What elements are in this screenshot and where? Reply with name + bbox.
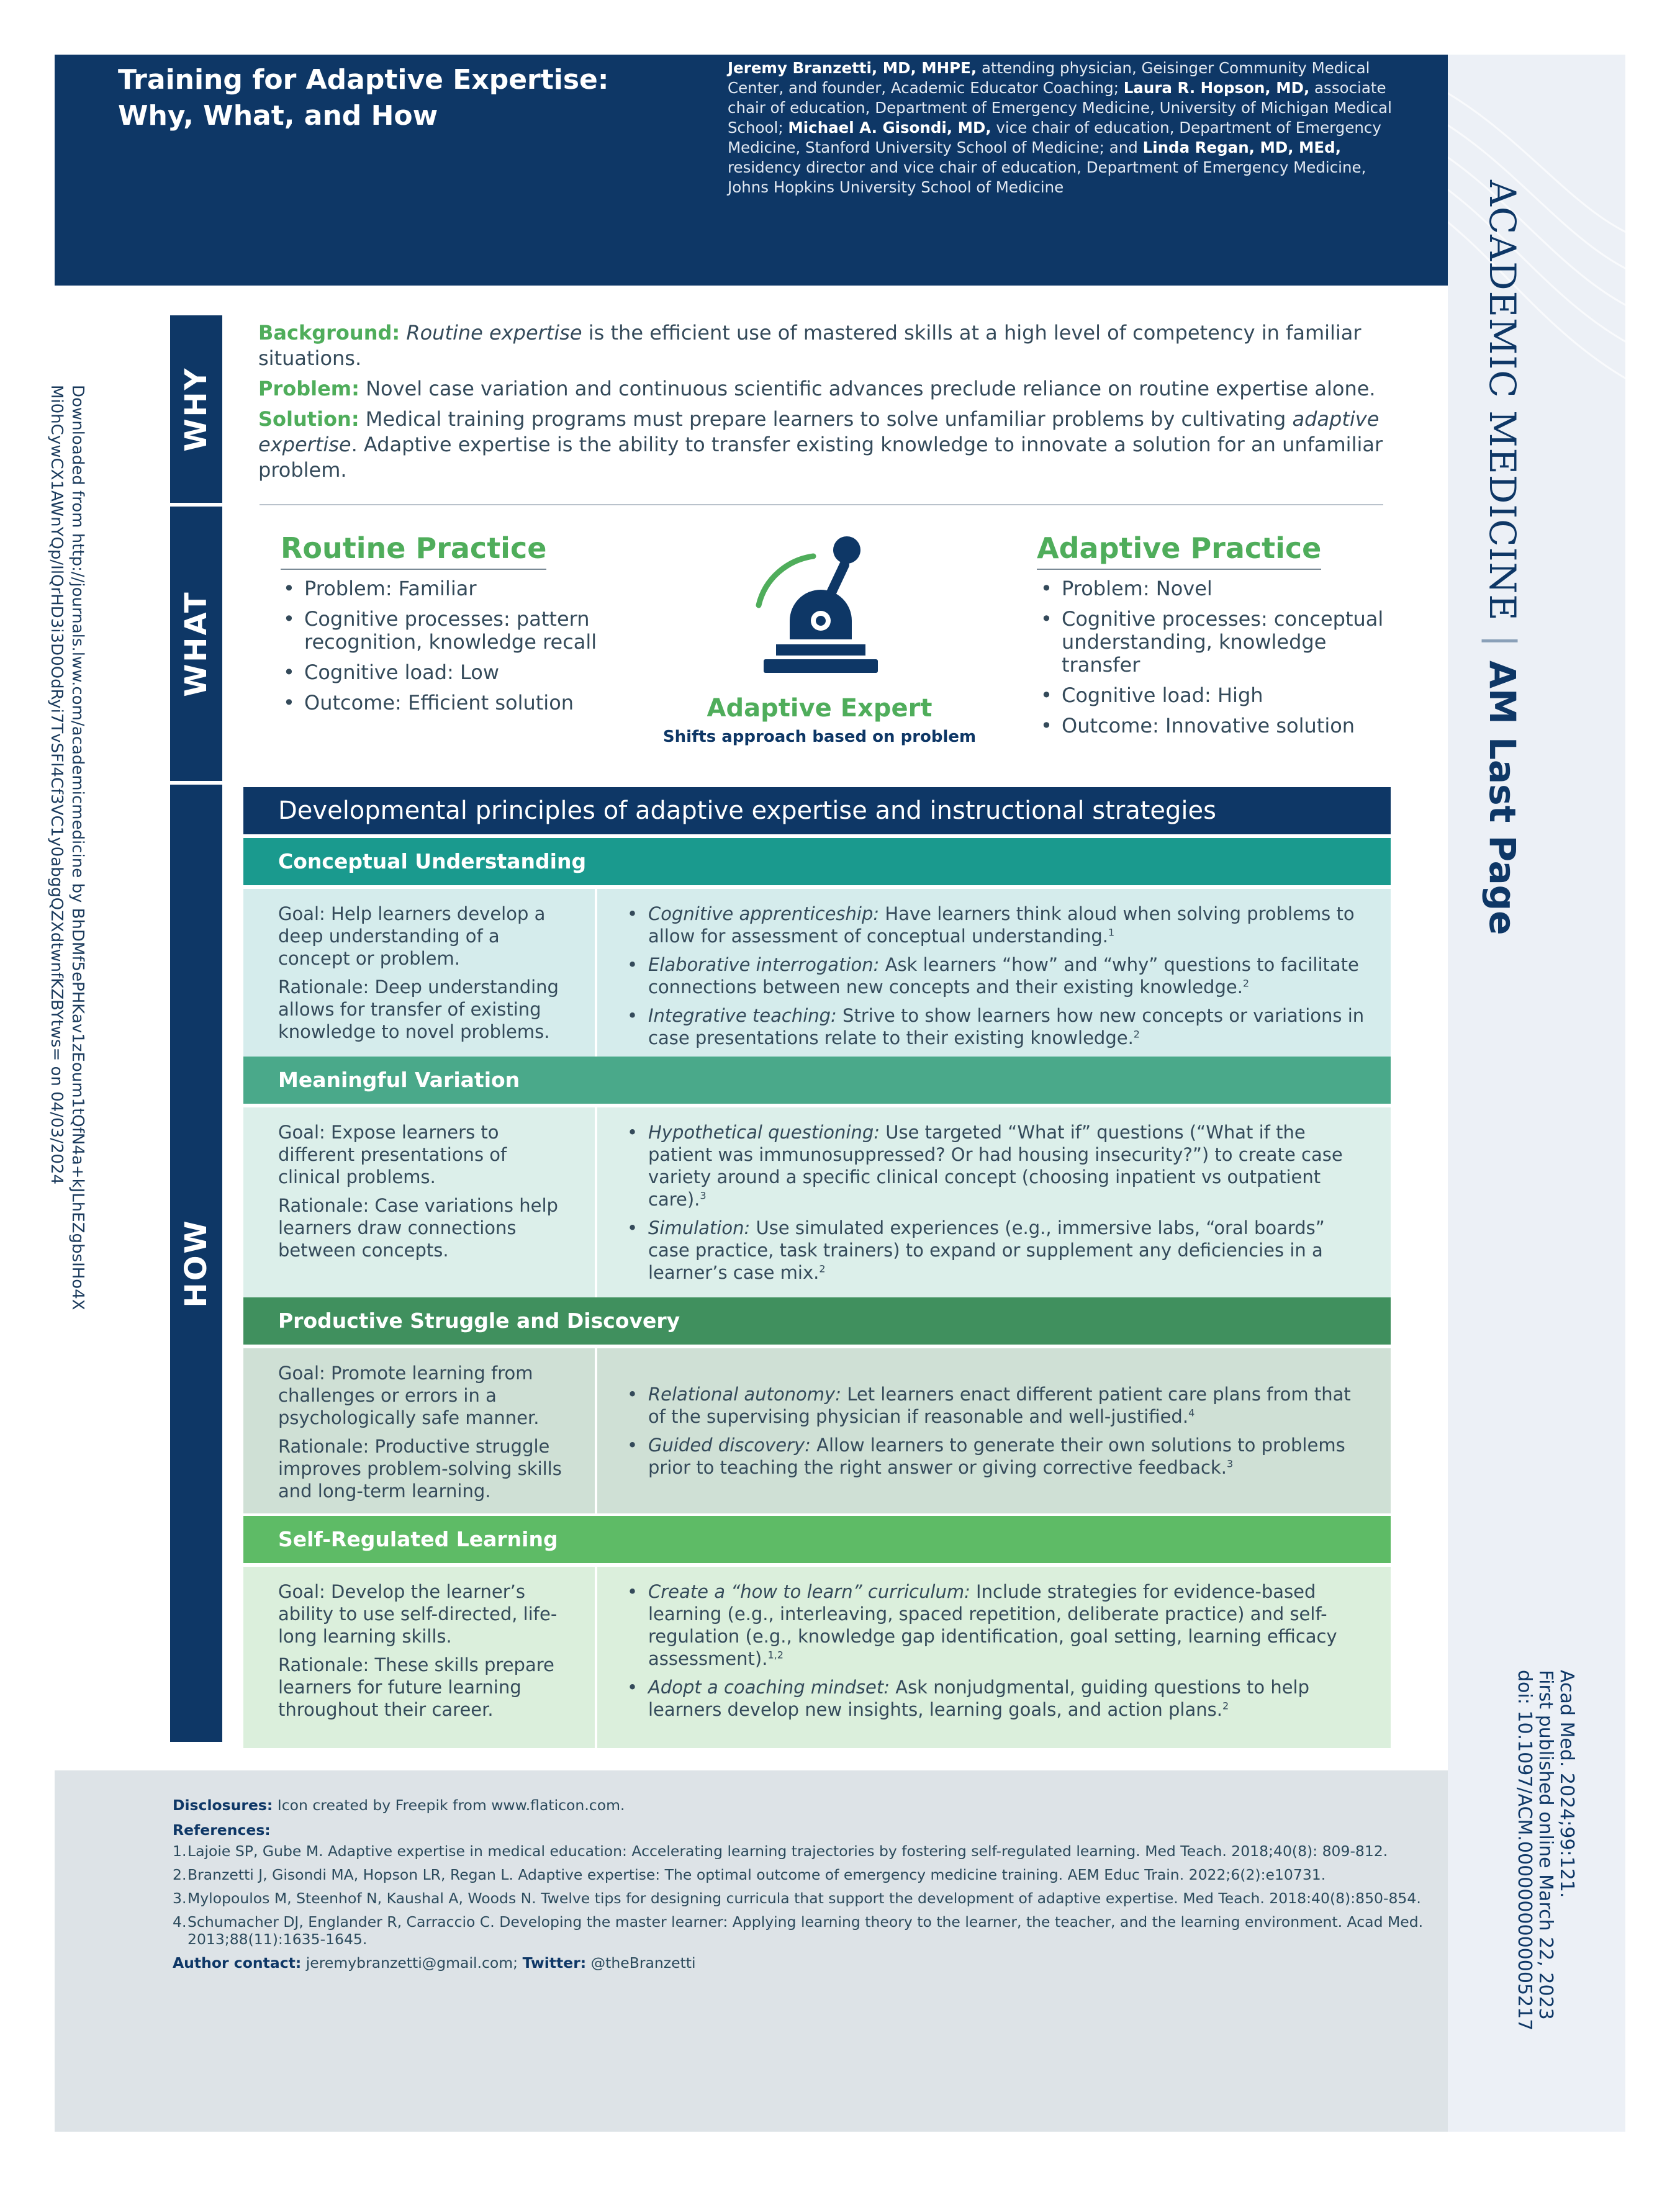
twitter-label: Twitter: (522, 1954, 587, 1972)
strategy-text: Allow learners to generate their own solutions to problems prior to teaching the right answer or giving corrective feedback. (648, 1435, 1345, 1478)
author-contact (173, 1954, 1427, 1972)
list-item: • Cognitive processes: conceptual understanding, knowledge transfer (1038, 608, 1398, 677)
strategy-name: Relational autonomy: (648, 1384, 841, 1405)
category-goal-panel (243, 1348, 595, 1513)
strategy-name: Hypothetical questioning: (648, 1122, 880, 1143)
how-heading: Developmental principles of adaptive expertise and instructional strategies (243, 787, 1391, 834)
disclosures (173, 1796, 1427, 1814)
category-title: Self-Regulated Learning (243, 1516, 1391, 1563)
page-title (118, 62, 677, 134)
solution-text: . Adaptive expertise is the ability to transfer existing knowledge to innovate a solution for an unfamiliar problem. (258, 433, 1383, 482)
solution-paragraph (258, 407, 1388, 483)
list-item: • Problem: Familiar (281, 577, 616, 600)
adaptive-practice-title: Adaptive Practice (1037, 531, 1321, 570)
reference-number: 1. (173, 1842, 187, 1860)
citation-line: First published online March 22, 2023 (1535, 1670, 1556, 2020)
strategy-item (622, 1676, 1366, 1721)
references-label: References: (173, 1821, 271, 1839)
category-strategies-panel (597, 1348, 1391, 1513)
solution-label: Solution: (258, 407, 359, 431)
strategy-text: Include strategies for evidence-based learning (e.g., interleaving, spaced repetition, deliberate practice) and self-regulation (e.g., knowledge gap identification, goal setting, learning efficacy assessment). (648, 1581, 1337, 1669)
background-text: is the efficient use of mastered skills at a high level of competency in familiar situations. (258, 321, 1362, 370)
author-name: Jeremy Branzetti, MD, MHPE, (728, 59, 977, 77)
adaptive-expert-subtitle: Shifts approach based on problem (662, 728, 977, 746)
title-line-2: Why, What, and How (118, 100, 438, 132)
section-name: AM Last Page (1481, 660, 1524, 935)
background-paragraph (258, 320, 1388, 371)
category-strategies-panel (597, 1107, 1391, 1302)
strategy-item (622, 1434, 1366, 1479)
citation-block (1478, 1670, 1577, 2104)
list-item: • Cognitive processes: pattern recognition, knowledge recall (281, 608, 616, 654)
citation-line: doi: 10.1097/ACM.0000000000005217 (1514, 1670, 1535, 2031)
disclosures-text: Icon created by Freepik from www.flaticon.com. (273, 1796, 625, 1814)
reference-mark: 1 (1108, 926, 1115, 939)
reference-text: Lajoie SP, Gube M. Adaptive expertise in medical education: Accelerating learning trajectories by fostering self-regulated learning. Med Teach. 2018;40(8): 809-812. (187, 1842, 1388, 1860)
adaptive-expert-label: Adaptive Expert (707, 694, 933, 723)
list-item: • Cognitive load: Low (281, 661, 616, 684)
reference-number: 2. (173, 1866, 187, 1883)
section-tab-how (170, 785, 222, 1742)
goal-text: Goal: Expose learners to different presentations of clinical problems. (278, 1122, 507, 1188)
journal-title (1465, 180, 1533, 1049)
list-item: • Outcome: Innovative solution (1038, 714, 1398, 737)
strategy-text: Let learners enact different patient care plans from that of the supervising physician if reasonable and well-justified. (648, 1384, 1351, 1427)
category-title: Conceptual Understanding (243, 838, 1391, 885)
rationale-text: Rationale: Deep understanding allows for transfer of existing knowledge to novel problems. (278, 976, 559, 1042)
rationale-text: Rationale: Case variations help learners draw connections between concepts. (278, 1195, 558, 1261)
background-term: Routine expertise (406, 321, 582, 345)
author-role: attending physician, Geisinger Community Medical Center, and founder, Academic Educator Coaching; (728, 59, 1370, 97)
category-body (243, 1107, 1391, 1302)
disclosures-label: Disclosures: (173, 1796, 273, 1814)
reference-number: 4. (173, 1913, 187, 1931)
category-strategies-panel (597, 1567, 1391, 1748)
goal-text: Goal: Develop the learner’s ability to use self-directed, life-long learning skills. (278, 1581, 558, 1647)
strategy-name: Cognitive apprenticeship: (648, 903, 880, 924)
footer-content (173, 1796, 1427, 1979)
reference-mark: 4 (1188, 1407, 1195, 1419)
category-goal-panel (243, 1567, 595, 1748)
strategy-item (622, 903, 1366, 947)
reference-item (173, 1913, 1427, 1948)
author-role: associate chair of education, Department of Emergency Medicine, University of Michigan Medical School; (728, 79, 1392, 137)
reference-text: Schumacher DJ, Englander R, Carraccio C. Developing the master learner: Applying learning theory to the learner, the teacher, and the learning environment. Acad Med. 2013;88(11):1635-1645. (187, 1913, 1424, 1948)
category-title: Meaningful Variation (243, 1057, 1391, 1104)
reference-number: 3. (173, 1890, 187, 1907)
problem-text: Novel case variation and continuous scientific advances preclude reliance on routine expertise alone. (359, 377, 1376, 400)
category-goal-panel (243, 1107, 595, 1302)
download-line: Downloaded from http://journals.lww.com/academicmedicine by BhDMf5ePHKav1zEoum1tQfN4a+kJLhEZgbsIHo4X (68, 385, 87, 1310)
author-name: Linda Regan, MD, MEd, (1142, 138, 1342, 156)
category-strategies-panel (597, 889, 1391, 1060)
reference-item (173, 1890, 1427, 1907)
category-block (243, 838, 1391, 1060)
solution-term: adaptive expertise (258, 407, 1380, 456)
list-item: • Cognitive load: High (1038, 684, 1398, 707)
goal-text: Goal: Promote learning from challenges or errors in a psychologically safe manner. (278, 1363, 540, 1428)
strategy-text: Ask nonjudgmental, guiding questions to help learners develop new insights, learning goals, and action plans. (648, 1677, 1310, 1720)
reference-item (173, 1866, 1427, 1883)
download-note (26, 379, 88, 1434)
problem-paragraph (258, 376, 1388, 402)
strategy-item (622, 1121, 1366, 1210)
strategy-item (622, 1004, 1366, 1049)
author-list (728, 58, 1398, 197)
reference-mark: 2 (1242, 977, 1250, 989)
rationale-text: Rationale: These skills prepare learners for future learning throughout their career. (278, 1654, 554, 1720)
section-tab-what (170, 507, 222, 781)
strategy-text: Strive to show learners how new concepts or variations in case presentations relate to their existing knowledge. (648, 1005, 1365, 1048)
reference-mark: 3 (1226, 1458, 1234, 1470)
adaptive-practice-list (1038, 577, 1398, 745)
category-block (243, 1516, 1391, 1751)
strategy-item (622, 953, 1366, 998)
reference-mark: 3 (700, 1189, 707, 1202)
strategy-item (622, 1383, 1366, 1428)
contact-label: Author contact: (173, 1954, 302, 1972)
download-line: Mi0hCywCX1AWnYQp/IlQrHD3i3D0OdRyi7TvSFl4Cf3VC1y0abggQZXdtwnfKZBYtws= on 04/03/2024 (47, 385, 66, 1185)
rationale-text: Rationale: Productive struggle improves problem-solving skills and long-term learning. (278, 1436, 562, 1502)
joystick-lever-icon (751, 534, 894, 678)
category-block (243, 1057, 1391, 1302)
strategy-text: Use targeted “What if” questions (“What if the patient was immunosuppressed? Or had housing insecurity?”) to create case variety around a specific clinical concept (choosing inpatient vs outpatient care). (648, 1122, 1343, 1210)
references-list (173, 1842, 1427, 1948)
citation-line: Acad Med. 2024;99:121. (1556, 1670, 1578, 1898)
category-title: Productive Struggle and Discovery (243, 1297, 1391, 1345)
tab-label: WHAT (179, 590, 214, 697)
journal-name: ACADEMIC MEDICINE (1481, 180, 1524, 621)
title-line-1: Training for Adaptive Expertise: (118, 64, 609, 96)
strategy-name: Simulation: (648, 1217, 751, 1238)
author-name: Laura R. Hopson, MD, (1123, 79, 1310, 97)
goal-text: Goal: Help learners develop a deep understanding of a concept or problem. (278, 903, 546, 969)
section-tab-why (170, 315, 222, 503)
reference-text: Mylopoulos M, Steenhof N, Kaushal A, Woods N. Twelve tips for designing curricula that support the development of adaptive expertise. Med Teach. 2018:40(8):850-854. (187, 1890, 1421, 1907)
why-section (258, 320, 1388, 488)
reference-mark: 2 (1133, 1028, 1140, 1040)
strategy-item (622, 1580, 1366, 1670)
list-item: • Problem: Novel (1038, 577, 1398, 600)
strategy-name: Adopt a coaching mindset: (648, 1677, 890, 1698)
reference-item (173, 1842, 1427, 1860)
solution-text: Medical training programs must prepare learners to solve unfamiliar problems by cultivating (359, 407, 1293, 431)
author-role: vice chair of education, Department of Emergency Medicine, Stanford University School of Medicine; and (728, 119, 1381, 156)
tab-label: HOW (179, 1219, 214, 1308)
author-name: Michael A. Gisondi, MD, (788, 119, 991, 137)
strategy-name: Elaborative interrogation: (648, 954, 880, 975)
category-block (243, 1297, 1391, 1513)
strategy-item (622, 1217, 1366, 1284)
problem-label: Problem: (258, 377, 359, 400)
strategy-name: Integrative teaching: (648, 1005, 837, 1026)
routine-practice-title: Routine Practice (281, 531, 546, 570)
category-body (243, 1567, 1391, 1748)
reference-text: Branzetti J, Gisondi MA, Hopson LR, Regan L. Adaptive expertise: The optimal outcome of emergency medicine training. AEM Educ Train. 2022;6(2):e10731. (187, 1866, 1326, 1883)
category-body (243, 889, 1391, 1060)
list-item: • Outcome: Efficient solution (281, 692, 616, 714)
background-label: Background: (258, 321, 400, 345)
title-separator: | (1481, 634, 1524, 647)
strategy-text: Ask learners “how” and “why” questions to facilitate connections between new concepts and their existing knowledge. (648, 954, 1359, 998)
divider (260, 504, 1383, 505)
reference-mark: 2 (819, 1263, 826, 1275)
reference-mark: 1,2 (767, 1649, 784, 1661)
strategy-text: Use simulated experiences (e.g., immersive labs, “oral boards” case practice, task trainers) to expand or supplement any deficiencies in a learner’s case mix. (648, 1217, 1325, 1283)
routine-practice-list (281, 577, 616, 722)
tab-label: WHY (179, 366, 214, 452)
reference-mark: 2 (1222, 1700, 1229, 1712)
twitter-handle[interactable]: @theBranzetti (586, 1954, 696, 1972)
strategy-name: Create a “how to learn” curriculum: (648, 1581, 970, 1602)
contact-email[interactable]: jeremybranzetti@gmail.com; (301, 1954, 523, 1972)
strategy-name: Guided discovery: (648, 1435, 811, 1456)
category-goal-panel (243, 889, 595, 1060)
author-role: residency director and vice chair of education, Department of Emergency Medicine, Johns Hopkins University School of Medicine (728, 158, 1366, 196)
category-body (243, 1348, 1391, 1513)
strategy-text: Have learners think aloud when solving problems to allow for assessment of conceptual understanding. (648, 903, 1355, 947)
